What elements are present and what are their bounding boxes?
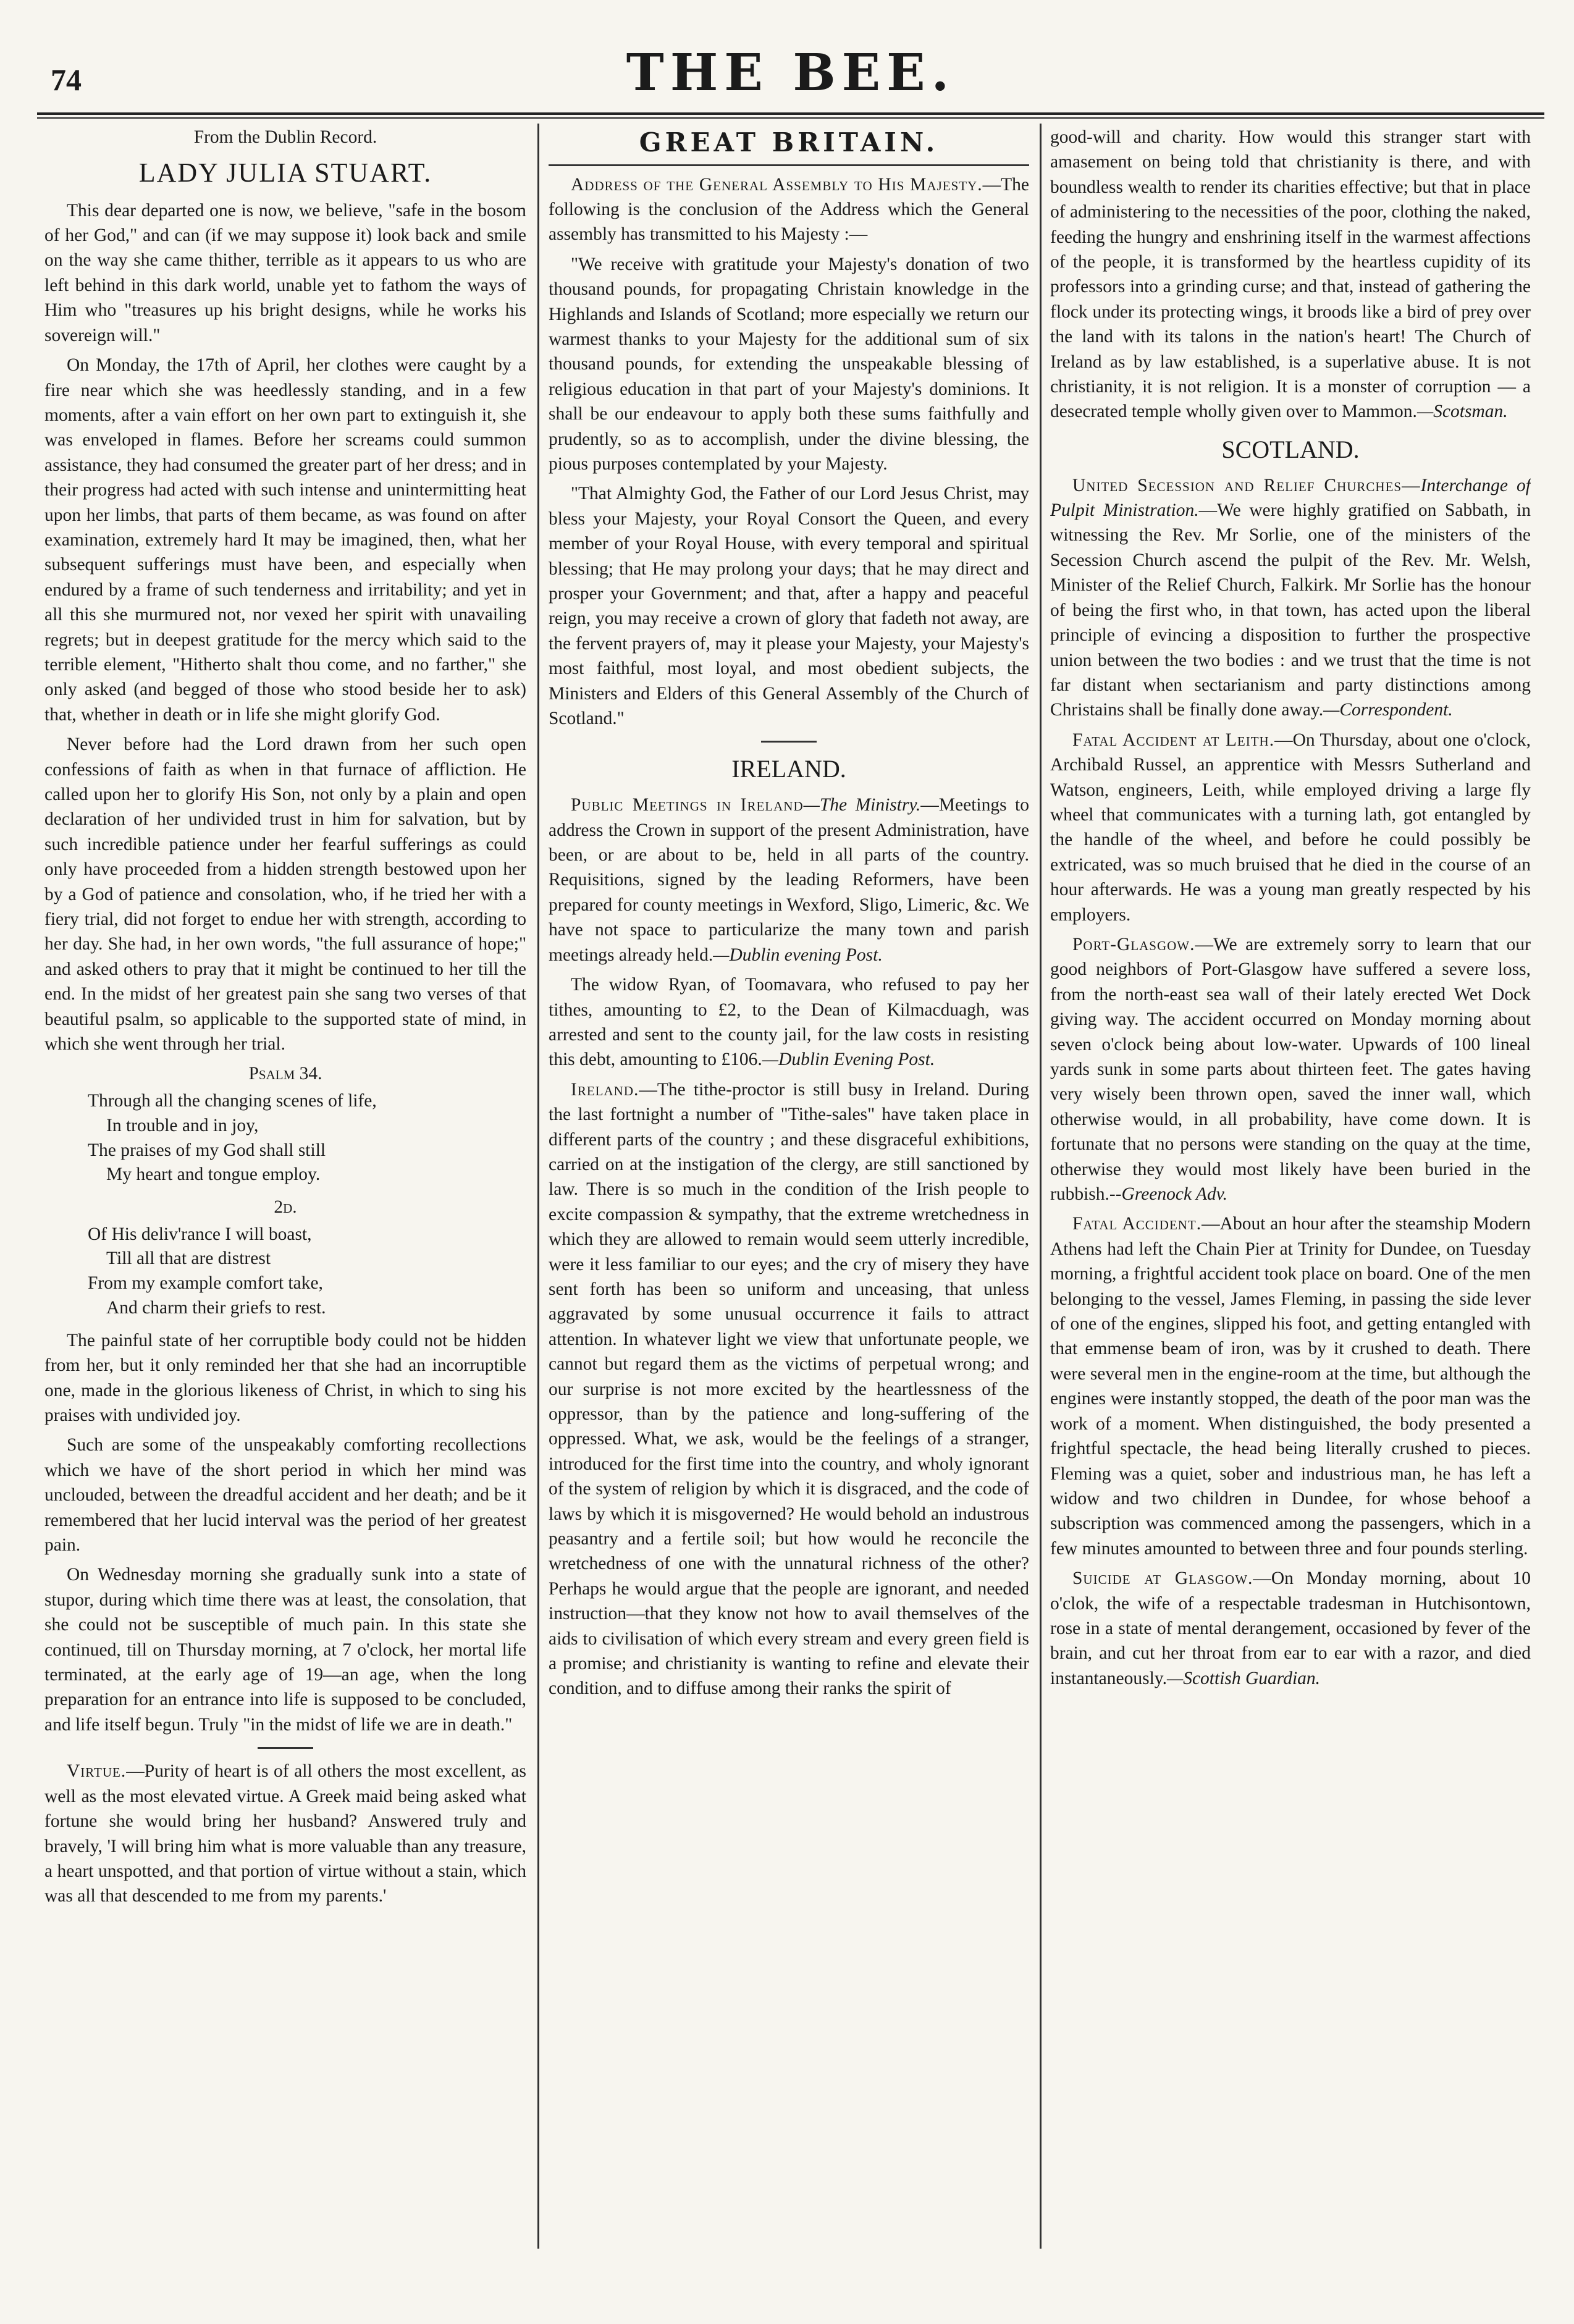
page-number: 74 — [51, 62, 82, 97]
paragraph-text: good-will and charity. How would this stranger start with amasement on being told that christianity is there, and with boundless wealth to render its charities effective; but that in place of administering to the necessities of the poor, clothing the naked, feeding the hungry and enshrining itself in the warmest affections of the people, it is transformed by the heartless cupidity of its professors into a grinding curse; and that, instead of gathering the flock under its protecting wings, it broods like a bird of prey over the land with its talons in the nation's heart! The Church of Ireland as by law established, is a superlative abuse. It is not christianity, it is not religion. It is a monster of corruption — a desecrated temple wholly given over to Mammon. — [1050, 127, 1531, 422]
tithe-paragraph — [549, 1077, 1029, 1701]
divider — [761, 741, 817, 743]
address-paragraph — [549, 172, 1029, 247]
column-1 — [44, 125, 526, 2250]
paragraph: On Wednesday morning she gradually sunk into a state of stupor, during which time there was at least, the consolation, that she could not be susceptible of much pain. In this state she continued, till on Thursday morning, at 7 o'clock, her mortal life terminated, at the early age of 19—an age, when the long preparation for an entrance into life is supposed to be concluded, and life itself begun. Truly "in the midst of life we are in death." — [44, 1565, 526, 1735]
lead-in: Suicide at Glasgow. — [1072, 1568, 1253, 1589]
verse-line: Of His deliv'rance I will boast, — [88, 1224, 312, 1244]
verse-line: Till all that are distrest — [106, 1248, 271, 1269]
suicide-paragraph — [1050, 1566, 1531, 1691]
paragraph: This dear departed one is now, we believe, "safe in the bosom of her God," and can (if we may suppose it) look back and smile on the way she came thither, terrible as it appears to us who are left behind in this dark world, unable yet to fathom the ways of Him who "treasures up his bright designs, while he works his sovereign will." — [44, 200, 526, 345]
paragraph-text: The widow Ryan, of Toomavara, who refused to pay her tithes, amounting to £2, to the Dean of Kilmacduagh, was arrested and sent to the county jail, for the law costs in resisting this debt, amounting to £106. — [549, 975, 1029, 1070]
paragraph-text: —We were highly gratified on Sabbath, in witnessing the Rev. Mr Sorlie, one of the ministers of the Secession Church ascend the pulpit of the Rev. Mr. Welsh, Minister of the Relief Church, Falkirk. Mr Sorlie has the honour of being the first who, in that town, has acted upon the liberal principle of evincing a disposition to further the prospective union between the two bodies : and we trust that the time is not far distant when sectarianism and party distinctions among Christains shall be finally done away. — [1050, 500, 1531, 720]
column-rule-2 — [1040, 124, 1042, 2249]
section-rule — [549, 164, 1029, 166]
column-3 — [1050, 125, 1531, 2250]
section-heading-scotland: SCOTLAND. — [1221, 435, 1360, 463]
column-rule-1 — [537, 124, 539, 2249]
lead-in: Ireland. — [571, 1079, 639, 1100]
paragraph: Never before had the Lord drawn from her such open confessions of faith as when in that furnace of affliction. He called upon her to glorify His Son, not only by a plain and open declaration of her undivided trust in him for salvation, but by such incredible patience under her fearful sufferings as could only have proceeded from a hidden strength bestowed upon her by a God of patience and consolation, who, if he tried her with a fiery trial, did not forget to endue her with strength, according to her day. She had, in her own words, "the full assurance of hope;" and asked others to pray that it might be continued to her till the end. In the midst of her greatest pain she sang two verses of that beautiful psalm, so applicable to the supported state of mind, in which she went through her trial. — [44, 735, 526, 1055]
widow-paragraph — [549, 972, 1029, 1072]
secession-paragraph — [1050, 473, 1531, 723]
divider — [258, 1747, 313, 1749]
psalm-verse — [88, 1223, 526, 1321]
lead-in: United Secession and Relief Churches— — [1072, 475, 1421, 495]
lead-in: Fatal Accident. — [1072, 1214, 1202, 1234]
section-heading-ireland: IRELAND. — [731, 755, 846, 783]
verse-line: The praises of my God shall still — [88, 1140, 326, 1160]
paragraph: Such are some of the unspeakably comforting recollections which we have of the short period in which her mind was unclouded, between the dreadful accident and her death; and be it remembered that her lucid interval was the period of her greatest pain. — [44, 1435, 526, 1556]
header-rule — [37, 112, 1544, 115]
lead-in: Virtue. — [67, 1761, 127, 1782]
port-glasgow-paragraph — [1050, 932, 1531, 1206]
verse-line: And charm their griefs to rest. — [106, 1297, 326, 1318]
paragraph: The painful state of her corruptible body could not be hidden from her, but it only reminded her that she had an incorruptible one, made in the glorious likeness of Christ, in which to sing his praises with undivided joy. — [44, 1330, 526, 1426]
paragraph: On Monday, the 17th of April, her clothes were caught by a fire near which she was heedlessly standing, and in a few moments, after a vain effort on her own part to extinguish it, she was enveloped in flames. Before her screams could summon assistance, they had consumed the greater part of her dress; and in their progress had acted with such intense and unintermitting heat upon her limbs, that parts of them became, as was found on after examination, extremely hard It may be imagined, then, what her subsequent sufferings must have been, and especially when endured by a frame of such tenderness and irritability; and yet in all this she murmured not, nor vexed her spirit with unavailing regrets; but in deepest gratitude for the mercy which said to the terrible element, "Hitherto shalt thou come, and no farther," she only asked (and begged of those who stood beside her to ask) that, whether in death or in life she might glorify God. — [44, 355, 526, 725]
source-credit: —Scotsman. — [1416, 402, 1508, 422]
lead-in: Fatal Accident at Leith. — [1072, 730, 1275, 750]
verse-line: From my example comfort take, — [88, 1273, 323, 1294]
paragraph-text: —Purity of heart is of all others the most excellent, as well as the most elevated virtue. A Greek maid being asked what fortune she would bring her husband? Answered truly and bravely, 'I will bring him what is more valuable than any treasure, a heart unspotted, and that portion of virtue without a stain, which was all that descended to me from my parents.' — [44, 1761, 526, 1906]
lead-in: Port-Glasgow. — [1072, 934, 1195, 954]
column-2 — [549, 125, 1029, 2250]
paragraph: "We receive with gratitude your Majesty's donation of two thousand pounds, for propagating Christain knowledge in the Highlands and Islands of Scotland; more especially we return our warmest thanks to your Majesty for the additional sum of six thousand pounds, for extending the unspeakable blessing of religious education in that part of your Majesty's dominions. It shall be our endeavour to apply both these sums faithfully and prudently, so as to accomplish, under the divine blessing, the pious purposes contemplated by your Majesty. — [549, 254, 1029, 474]
page-header — [37, 37, 1544, 105]
lead-in-italic: Interchange of Pulpit Ministration. — [1050, 475, 1531, 521]
source-credit: --Greenock Adv. — [1109, 1184, 1227, 1205]
paragraph-text: —The following is the conclusion of the Address which the General assembly has transmitted to his Majesty :— — [549, 174, 1029, 245]
paragraph-text: —On Monday morning, about 10 o'clok, the wife of a respectable tradesman in Hutchisontown, rose in a state of mental derangement, occasioned by fever of the brain, and cut her throat from ear to ear with a razor, and died instantaneously. — [1050, 1568, 1531, 1688]
paragraph: "That Almighty God, the Father of our Lord Jesus Christ, may bless your Majesty, your Royal Consort the Queen, and every member of your Royal House, with every temporal and spiritual blessing; that He may prolong your days; that he may direct and prosper your Government; and that, after a happy and peaceful reign, you may receive a crown of glory that fadeth not away, are the fervent prayers of, may it please your Majesty, your Majesty's most faithful, most loyal, and most obedient subjects, the Ministers and Elders of this General Assembly of the Church of Scotland." — [549, 484, 1029, 729]
meetings-paragraph — [549, 793, 1029, 967]
psalm-verse — [88, 1089, 526, 1187]
header-rule-thin — [37, 117, 1544, 119]
verse-line: My heart and tongue employ. — [106, 1164, 321, 1185]
psalm-heading: Psalm 34. — [248, 1064, 322, 1084]
source-credit: —Dublin Evening Post. — [762, 1050, 935, 1070]
lead-in: Address of the General Assembly to His Majesty. — [571, 174, 983, 195]
virtue-paragraph — [44, 1759, 526, 1908]
verse-number: 2d. — [274, 1197, 297, 1218]
source-line: From the Dublin Record. — [193, 127, 377, 147]
article-title: LADY JULIA STUART. — [138, 158, 432, 188]
section-heading: GREAT BRITAIN. — [639, 127, 939, 158]
lead-in: Public Meetings in Ireland — [571, 795, 804, 815]
verse-line: In trouble and in joy, — [106, 1115, 259, 1135]
verse-line: Through all the changing scenes of life, — [88, 1090, 377, 1111]
source-credit: —Dublin evening Post. — [713, 945, 883, 965]
paragraph-text: —On Thursday, about one o'clock, Archibald Russel, an apprentice with Messrs Sutherland and Watson, engineers, Leith, while employed driving a large fly wheel that communicates with a turning lath, got entangled by the handle of the wheel, and before he could possibly be extricated, was so much bruised that he died in the course of an hour afterwards. He was a young man greatly respected by his employers. — [1050, 730, 1531, 925]
fatal-accident-paragraph — [1050, 1211, 1531, 1561]
paragraph-text: —Meetings to address the Crown in support of the present Administration, have been, or are about to be, held in all parts of the country. Requisitions, signed by the leading Reformers, have been prepared for county meetings in Wexford, Sligo, Limeric, &c. We have not space to particularize the many town and parish meetings already held. — [549, 795, 1029, 965]
masthead: THE BEE. — [626, 43, 956, 103]
source-credit: —Correspondent. — [1323, 700, 1453, 720]
paragraph-text: —We are extremely sorry to learn that our good neighbors of Port-Glasgow have suffered a severe loss, from the north-east sea wall of their lately erected Wet Dock giving way. The accident occurred on Monday morning about seven o'clock being about low-water. Upwards of 100 lineal yards sunk in some parts about thirteen feet. The gates having very wisely been thrown open, saved the inner wall, which otherwise would, in all probability, have come down. It is fortunate that no persons were standing on the quay at the time, otherwise they would most likely have been buried in the rubbish. — [1050, 934, 1531, 1205]
paragraph-text: —The tithe-proctor is still busy in Ireland. During the last fortnight a number of "Tithe-sales" have taken place in different parts of the country ; and these disgraceful exhibitions, carried on at the instigation of the clergy, are still sanctioned by law. There is so much in the condition of the Irish people to excite compassion & sympathy, that the extreme wretchedness in which they are allowed to remain would seem utterly incredible, were it less familiar to our eyes; and the cry of misery they have sent forth has been so uniform and unceasing, that unless aggravated by some unusual occurrence it fails to attract attention. In whatever light we view that unfortunate people, we cannot but regard them as the victims of perpetual wrong; and our surprise is not more excited by the heartlessness of the oppressor, than by the patience and long-suffering of the oppressed. What, we ask, would be the feelings of a stranger, introduced for the first time into the country, and wholy ignorant of the system of religion by which it is disgraced, and the code of laws by which it is misgoverned? He would behold an industrous peasantry and a fertile soil; but how would he reconcile the wretchedness of one with the unnatural richness of the other? Perhaps he would argue that the people are ignorant, and needed instruction—that they know not how to avail themselves of the aids to civilisation of which every stream and every green field is a promise; and christianity is wanting to refine and elevate their condition, and to diffuse among their ranks the spirit of — [549, 1079, 1029, 1699]
lead-in-italic: —The Ministry. — [803, 795, 921, 815]
leith-paragraph — [1050, 728, 1531, 927]
paragraph-text: —About an hour after the steamship Modern Athens had left the Chain Pier at Trinity for Dundee, on Tuesday morning, a frightful accident took place on board. One of the men belonging to the vessel, James Fleming, in passing the side lever of one of the engines, slipped his foot, and getting entangled with that emmense beam of iron, was by it crushed to death. There were several men in the engine-room at the time, but although the engines were instantly stopped, the death of the poor man was the work of a moment. When distinguished, the body presented a frightful spectacle, the head being literally crushed to pieces. Fleming was a quiet, sober and industrious man, he has left a widow and two children in Dundee, for whose behoof a subscription was commenced among the passengers, which in a few minutes amounted to between three and four pounds sterling. — [1050, 1214, 1531, 1559]
source-credit: —Scottish Guardian. — [1166, 1668, 1321, 1688]
continued-paragraph — [1050, 125, 1531, 424]
